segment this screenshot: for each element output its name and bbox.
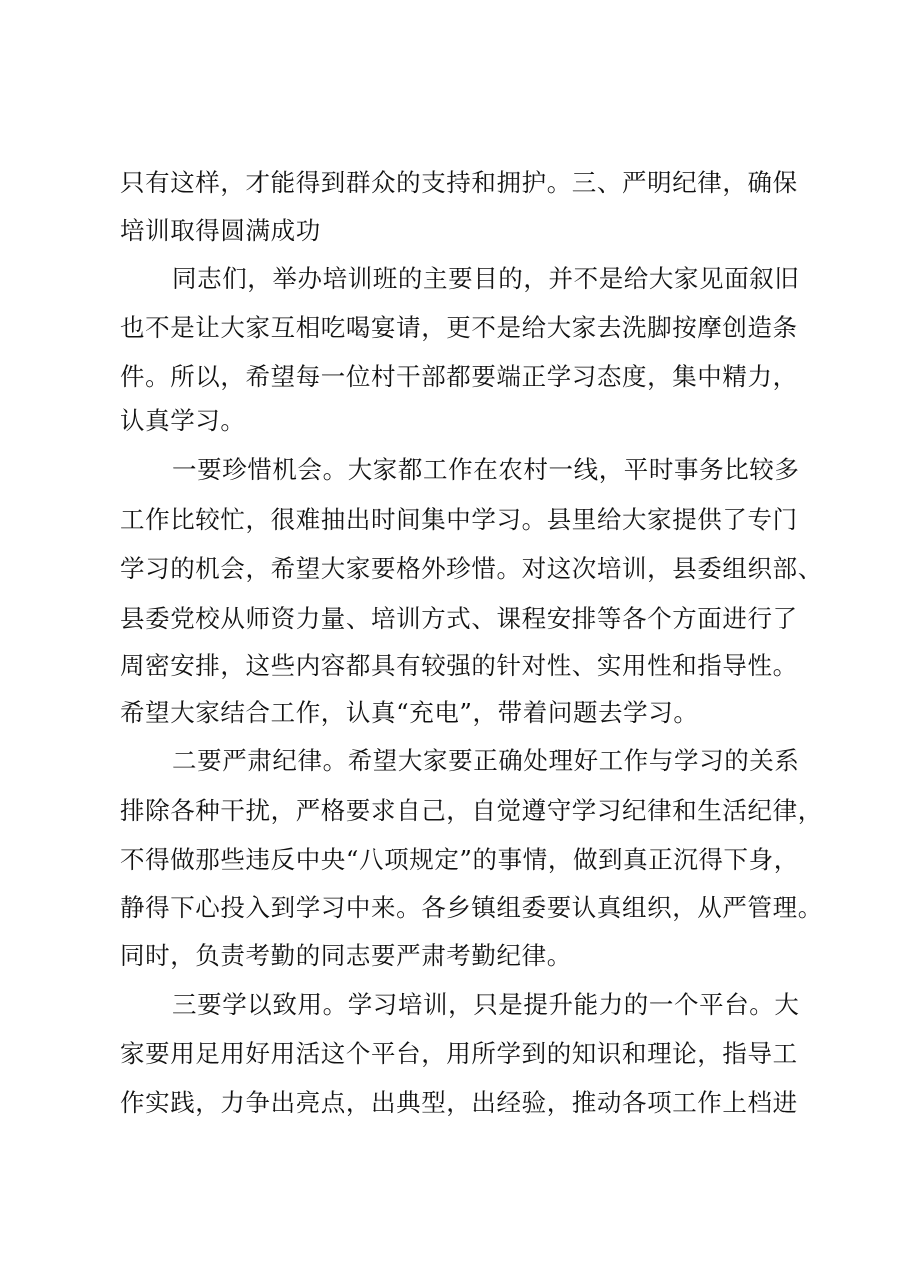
- paragraph-first-line: 二要严肃纪律。希望大家要正确处理好工作与学习的关系: [172, 746, 800, 775]
- text-line: 作实践，力争出亮点，出典型，出经验，推动各项工作上档进: [120, 1088, 798, 1117]
- text-line: 不得做那些违反中央“八项规定”的事情，做到真正沉得下身，: [120, 845, 799, 874]
- text-line: 排除各种干扰，严格要求自己，自觉遵守学习纪律和生活纪律，: [120, 796, 823, 825]
- paragraph-first-line: 三要学以致用。学习培训，只是提升能力的一个平台。大: [172, 990, 800, 1019]
- text-line: 周密安排，这些内容都具有较强的针对性、实用性和指导性。: [120, 651, 798, 680]
- text-line: 同时，负责考勤的同志要严肃考勤纪律。: [120, 941, 572, 970]
- text-line: 工作比较忙，很难抽出时间集中学习。县里给大家提供了专门: [120, 505, 798, 534]
- text-line: 认真学习。: [120, 406, 246, 435]
- text-line: 件。所以，希望每一位村干部都要端正学习态度，集中精力，: [120, 362, 798, 391]
- text-line: 也不是让大家互相吃喝宴请，更不是给大家去洗脚按摩创造条: [120, 313, 798, 342]
- text-line: 学习的机会，希望大家要格外珍惜。对这次培训，县委组织部、: [120, 554, 823, 583]
- text-line: 只有这样，才能得到群众的支持和拥护。三、严明纪律，确保: [120, 168, 798, 197]
- text-line: 培训取得圆满成功: [120, 216, 321, 245]
- paragraph-first-line: 同志们，举办培训班的主要目的，并不是给大家见面叙旧: [172, 264, 800, 293]
- text-line: 家要用足用好用活这个平台，用所学到的知识和理论，指导工: [120, 1039, 798, 1068]
- paragraph-first-line: 一要珍惜机会。大家都工作在农村一线，平时事务比较多: [172, 455, 800, 484]
- text-line: 县委党校从师资力量、培训方式、课程安排等各个方面进行了: [120, 604, 798, 633]
- text-line: 静得下心投入到学习中来。各乡镇组委要认真组织，从严管理。: [120, 893, 823, 922]
- text-line: 希望大家结合工作，认真“充电”，带着问题去学习。: [120, 698, 699, 727]
